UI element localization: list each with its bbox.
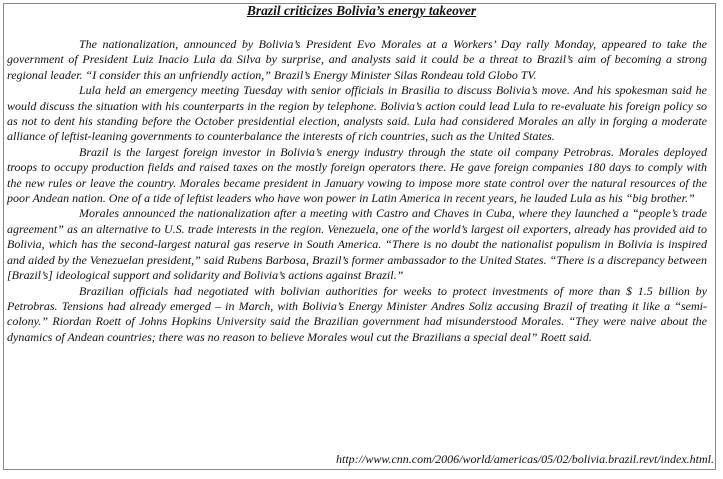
article-paragraph: Morales announced the nationalization after a meeting with Castro and Chaves in Cuba, where they launched a “people’s trade agreement” as an alternative to U.S. trade interests in the region. Venezuela, one of the world’s largest oil exporters, already has provided aid to Bolivia, which has the second-largest natural gas reserve in South America. “There is no doubt the nationalist populism in Bolivia is inspired and aided by the Venezuelan president,” said Rubens Barbosa, Brazil’s former ambassador to the United States. “There is a discrepancy between [Brazil’s] ideological support and solidarity and Bolivia’s actions against Brazil.” bbox=[7, 206, 707, 283]
article-paragraph: Lula held an emergency meeting Tuesday with senior officials in Brasilia to discuss Bolivia’s move. And his spokesman said he would discuss the situation with his counterparts in the region by telephone. Bolivia’s action could lead Lula to re-evaluate his foreign policy so as not to dent his standing before the October presidential election, analysts said. Lula had considered Morales an ally in forging a moderate alliance of leftist-leaning governments to counterbalance the interests of rich countries, such as the United States. bbox=[7, 83, 707, 144]
article-paragraph: Brazil is the largest foreign investor in Bolivia’s energy industry through the state oil company Petrobras. Morales deployed troops to occupy production fields and raised taxes on the mostly foreign operators there. He gave foreign companies 180 days to comply with the new rules or leave the country. Morales became president in January vowing to impose more state control over the natural resources of the poor Andean nation. One of a tide of leftist leaders who have won power in Latin America in recent years, he lauded Lula as his “big brother.” bbox=[7, 144, 707, 206]
article-title: Brazil criticizes Bolivia’s energy takeover bbox=[246, 3, 477, 18]
article-body bbox=[7, 37, 707, 345]
source-url: http://www.cnn.com/2006/world/americas/05/02/bolivia.brazil.revt/index.html. bbox=[336, 452, 714, 466]
article-paragraph: Brazilian officials had negotiated with bolivian authorities for weeks to protect investments of more than $ 1.5 billion by Petrobras. Tensions had already emerged – in March, with Bolivia’s Energy Minister Andres Soliz accusing Brazil of treating it like a “semi-colony.” Riordan Roett of Johns Hopkins University said the Brazilian government had misunderstood Morales. “They were naive about the dynamics of Andean countries; there was no reason to believe Morales woul cut the Brazilians a special deal” Roett said. bbox=[7, 283, 707, 344]
article-paragraph: The nationalization, announced by Bolivia’s President Evo Morales at a Workers’ Day rally Monday, appeared to take the government of President Luiz Inacio Lula da Silva by surprise, and analysts said it could be a threat to Brazil’s aim of becoming a strong regional leader. “I consider this an unfriendly action,” Brazil’s Energy Minister Silas Rondeau told Globo TV. bbox=[7, 37, 707, 82]
